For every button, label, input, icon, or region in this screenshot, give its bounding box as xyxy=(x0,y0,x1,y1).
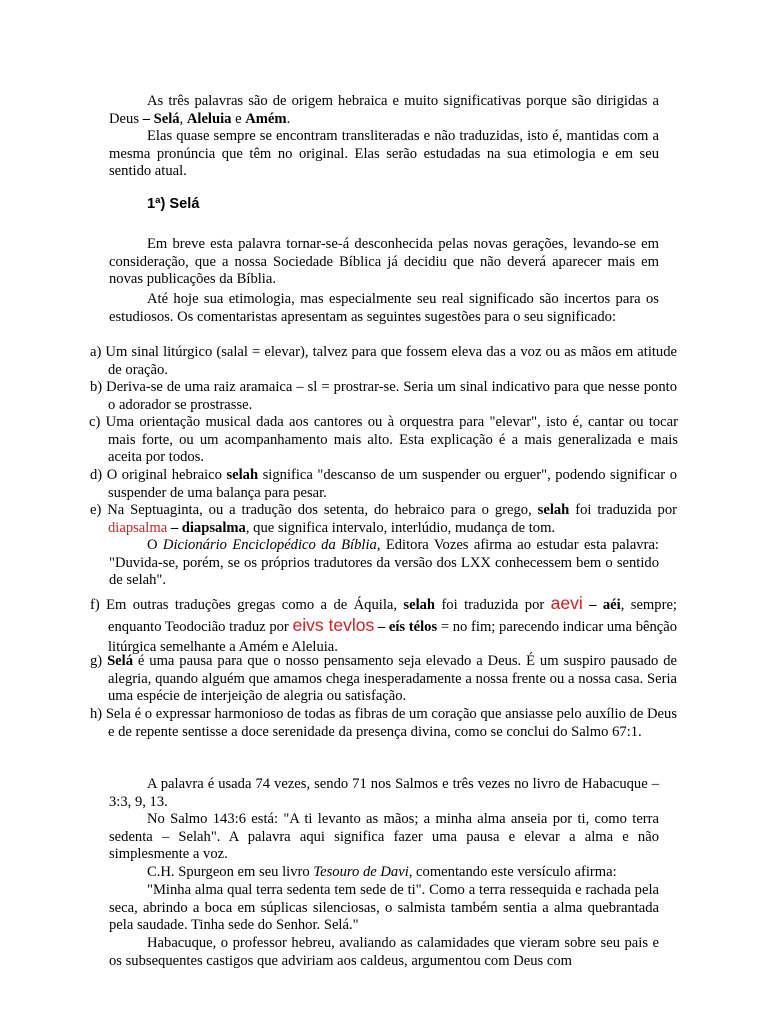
book-title: Tesouro de Davi xyxy=(313,864,409,880)
book-title: Dicionário Enciclopédico da Bíblia xyxy=(162,537,377,553)
list-item-d: d) O original hebraico selah significa "descanso de um suspender ou erguer", podendo significar o suspender de uma balança para pesar. xyxy=(90,467,677,501)
comma: , xyxy=(179,110,187,127)
term-eis-telos: eís télos xyxy=(388,619,438,635)
period: . xyxy=(286,110,291,127)
word-sela: Selá xyxy=(153,110,180,127)
paragraph-3: A palavra é usada 74 vezes, sendo 71 nos Salmos e três vezes no livro de Habacuque – 3:3, 9, 13. xyxy=(109,776,659,810)
dash: – xyxy=(139,110,154,127)
list-item-c: c) Uma orientação musical dada aos cantores ou à orquestra para "elevar", isto é, cantar ou tocar mais forte, ou um acompanhamento mais alto. Esta explicação é a mais generalizada e mais aceita por todos. xyxy=(89,414,678,466)
list-item-b: b) Deriva-se de uma raiz aramaica – sl = prostrar-se. Seria um sinal indicativo para que nesse ponto o adorador se prostrasse. xyxy=(90,379,677,413)
paragraph-2: Até hoje sua etimologia, mas especialmente seu real significado são incertos para os estudiosos. Os comentaristas apresentam as seguintes sugestões para o seu significado: xyxy=(109,291,659,325)
list-item-f: f) Em outras traduções gregas como a de Áquila, selah foi traduzida por aevi – aéi, sempre; enquanto Teodocião traduz por eivs tevlos – eís télos = no fim; parecendo indicar uma bênção litúrgica semelhante a Amém e Aleluia. xyxy=(90,593,678,655)
list-item-a: a) Um sinal litúrgico (salal = elevar), talvez para que fossem eleva das a voz ou as mãos em atitude de oração. xyxy=(90,344,677,378)
list-item-e: e) Na Septuaginta, ou a tradução dos setenta, do hebraico para o grego, selah foi traduzida por diapsalma – diapsalma, que significa intervalo, interlúdio, mudança de tom. xyxy=(90,502,677,536)
greek-term-aevi: aevi xyxy=(550,593,583,613)
paragraph-5: C.H. Spurgeon em seu livro Tesouro de Davi, comentando este versículo afirma: xyxy=(147,864,617,880)
conjunction: e xyxy=(231,110,246,127)
term-diapsalma: diapsalma xyxy=(181,519,246,536)
paragraph-6-quote: "Minha alma qual terra sedenta tem sede de ti". Como a terra ressequida e rachada pela seca, abrindo a boca em súplicas silenciosas, o salmista também sentia a alma quebrantada pela saudade. Tinha sede do Senhor. Selá." xyxy=(109,882,659,934)
term-sela: Selá xyxy=(107,653,134,669)
greek-term-diapsalma: diapsalma xyxy=(108,519,168,536)
term-selah: selah xyxy=(403,597,436,613)
intro-paragraph-1 xyxy=(109,93,659,128)
list-item-g: g) Selá é uma pausa para que o nosso pensamento seja elevado a Deus. É um suspiro pausado de alegria, quando alguém que amamos chega inesperadamente a nossa frente ou a nossa casa. Seria uma espécie de interjeição de alegria ou satisfação. xyxy=(90,653,678,705)
greek-term-eivs-tevlos: eivs tevlos xyxy=(292,615,375,635)
paragraph-4: No Salmo 143:6 está: "A ti levanto as mãos; a minha alma anseia por ti, como terra sedenta – Selah". A palavra aqui significa fazer uma pausa e elevar a alma e não simplesmente a voz. xyxy=(109,811,659,863)
paragraph-1: Em breve esta palavra tornar-se-á desconhecida pelas novas gerações, levando-se em consideração, que a nossa Sociedade Bíblica já decidiu que não deverá aparecer mais em novas publicações da Bíblia. xyxy=(109,236,659,288)
paragraph-7: Habacuque, o professor hebreu, avaliando as calamidades que vieram sobre seu pais e os subsequentes castigos que adviriam aos caldeus, argumentou com Deus com xyxy=(109,935,659,969)
intro-paragraph-2: Elas quase sempre se encontram transliteradas e não traduzidas, isto é, mantidas com a mesma pronúncia que têm no original. Elas serão estudadas na sua etimologia e em seu sentido atual. xyxy=(109,128,659,180)
word-amem: Amém xyxy=(245,110,287,127)
term-aei: aéi xyxy=(602,597,621,613)
word-aleluia: Aleluia xyxy=(186,110,232,127)
section-heading: 1ª) Selá xyxy=(147,196,200,212)
list-item-h: h) Sela é o expressar harmonioso de todas as fibras de um coração que ansiasse pelo auxílio de Deus e de repente sentisse a doce serenidade da presença divina, como se conclui do Salmo 67:1. xyxy=(90,706,677,740)
list-item-e-note: O Dicionário Enciclopédico da Bíblia, Editora Vozes afirma ao estudar esta palavra: "Duvida-se, porém, se os próprios tradutores da versão dos LXX conhecessem bem o sentido de selah". xyxy=(109,537,659,589)
intro-text: As três palavras são de origem hebraica e muito significativas porque são dirigidas a Deus xyxy=(109,93,659,127)
term-selah: selah xyxy=(226,467,259,483)
term-selah: selah xyxy=(537,502,570,518)
